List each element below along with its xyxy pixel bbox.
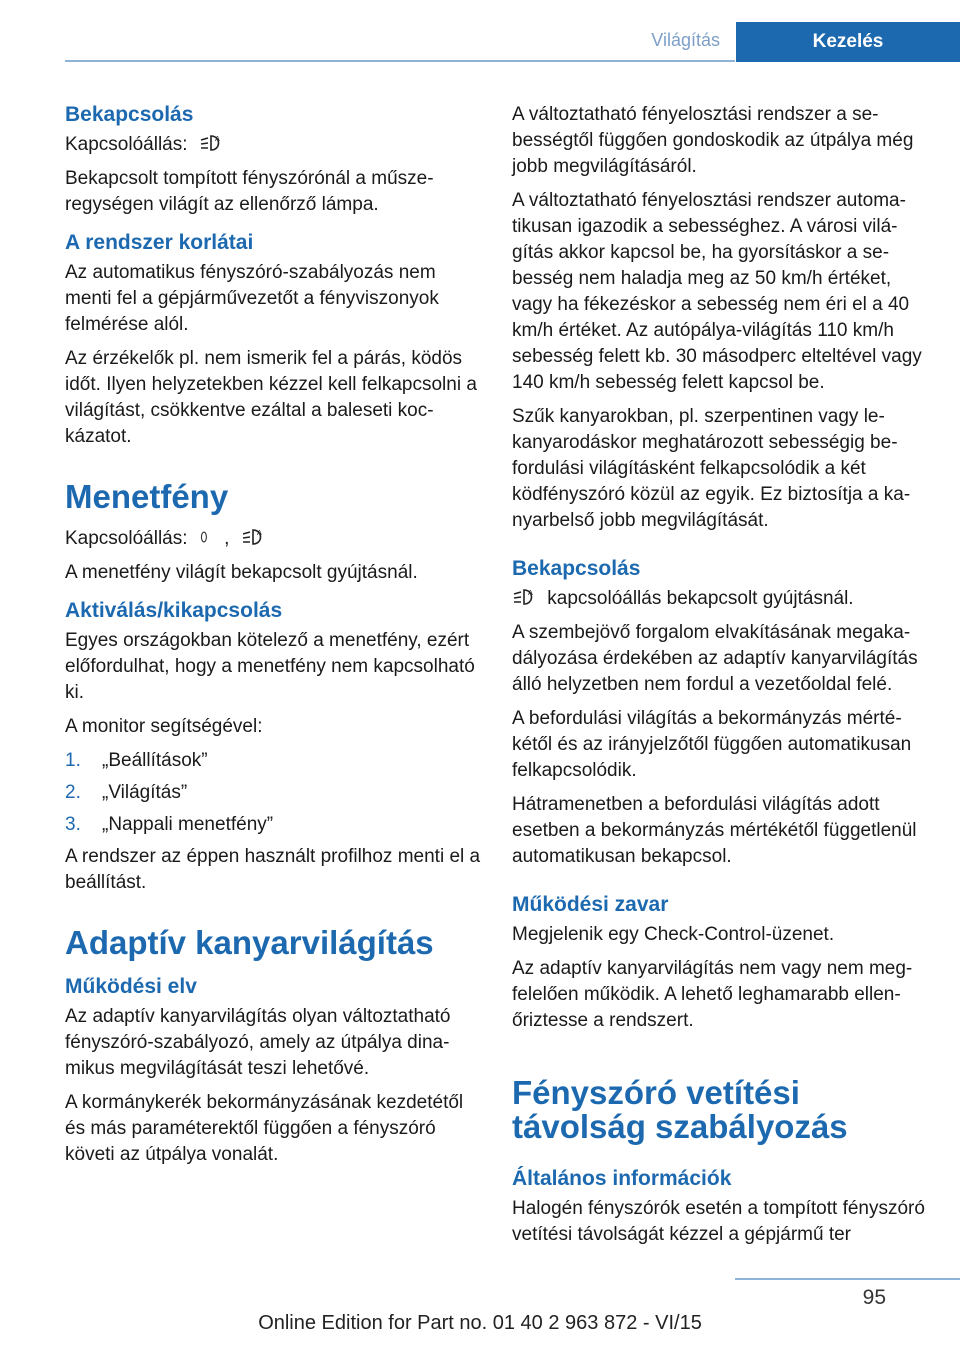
- paragraph: Az adaptív kanyarvilágítás olyan változtatható fényszóró-szabályozó, amely az útpálya dinamikus megvilágítását teszi lehetővé.: [65, 1006, 451, 1079]
- paragraph: Egyes országokban kötelező a menetfény, ezért előfordulhat, hogy a menetfény nem kapcsolható ki.: [65, 630, 475, 703]
- paragraph: A kormánykerék bekormányzásának kezdetétől és más paraméterektől függően a fényszóró követi az útpálya vonalát.: [65, 1092, 464, 1165]
- left-column: [65, 102, 483, 1176]
- paragraph: Megjelenik egy Check-Control-üzenet.: [512, 924, 835, 945]
- switch-position-line: Kapcsolóállás: A: [65, 132, 483, 158]
- list-item: 3. „Nappali menetfény”: [65, 814, 274, 835]
- switch-position-line: Kapcsolóállás: , A: [65, 526, 483, 552]
- paragraph: Az érzékelők pl. nem ismerik fel a párás, ködös időt. Ilyen helyzetekben kézzel kell felkapcsolni a világítást, csökkentve ezáltal a baleseti kockázatot.: [65, 348, 477, 447]
- paragraph: A menetfény világít bekapcsolt gyújtásnál.: [65, 562, 418, 583]
- auto-headlight-icon: [512, 586, 538, 608]
- paragraph: A változtatható fényelosztási rendszer a sebességtől függően gondoskodik az útpálya még jobb megvilágításáról.: [512, 104, 914, 177]
- right-column: [512, 102, 930, 1256]
- paragraph: Hátramenetben a befordulási világítás adott esetben a bekormányzás mértékétől függetlenül automatikusan bekapcsol.: [512, 794, 917, 867]
- zero-position-icon: [199, 526, 215, 548]
- paragraph: Bekapcsolt tompított fényszórónál a műszeregységen világít az ellenőrző lámpa.: [65, 168, 434, 215]
- paragraph: Az adaptív kanyarvilágítás nem vagy nem megfelelően működik. A lehető leghamarabb ellenőriztesse a rendszert.: [512, 958, 913, 1031]
- paragraph: A monitor segítségével:: [65, 716, 263, 737]
- svg-text:A: A: [256, 529, 262, 537]
- list-item: 1. „Beállítások”: [65, 750, 208, 771]
- header-chapter-tab: Kezelés: [736, 22, 960, 62]
- paragraph: A szembejövő forgalom elvakításának megakadályozása érdekében az adaptív kanyarvilágítás álló helyzetben nem fordul a vezetőoldal felé.: [512, 622, 918, 695]
- heading-bekapcsolas-right: Bekapcsolás: [512, 557, 641, 580]
- header-section-title: Világítás: [651, 30, 720, 50]
- heading-vetitesi-tavolsag: Fényszóró vetítési távolság szabályozás: [512, 1074, 848, 1145]
- header-rule: [65, 60, 735, 62]
- heading-altalanos-informaciok: Általános információk: [512, 1167, 732, 1190]
- heading-bekapcsolas: Bekapcsolás: [65, 103, 194, 126]
- steps-list: [65, 748, 483, 838]
- paragraph: A rendszer az éppen használt profilhoz menti el a beállítást.: [65, 846, 481, 893]
- svg-text:A: A: [528, 589, 533, 597]
- switch-position-line: A kapcsolóállás bekapcsolt gyújtásnál.: [512, 586, 930, 612]
- page-header: [0, 22, 960, 62]
- heading-korlatai: A rendszer korlátai: [65, 231, 254, 254]
- auto-headlight-icon: [241, 526, 267, 548]
- heading-aktivalas: Aktiválás/kikapcsolás: [65, 599, 283, 622]
- paragraph: Halogén fényszórók esetén a tompított fényszóró vetítési távolságát kézzel a gépjármű ter: [512, 1198, 925, 1245]
- heading-adaptiv: Adaptív kanyarvilágítás: [65, 924, 434, 961]
- paragraph: Szűk kanyarokban, pl. szerpentinen vagy lekanyarodáskor meghatározott sebességig befordulási világításként felkapcsolódik a két ködfényszóró közül az egyik. Ez biztosítja a kanyarbelső jobb megvilágítását.: [512, 406, 911, 531]
- heading-mukodesi-zavar: Működési zavar: [512, 893, 669, 916]
- list-item: 2. „Világítás”: [65, 782, 188, 803]
- heading-mukodesi-elv: Működési elv: [65, 975, 197, 998]
- page-number: 95: [862, 1286, 886, 1309]
- paragraph: A változtatható fényelosztási rendszer automatikusan igazodik a sebességhez. A városi világítás akkor kapcsol be, ha gyorsításkor a sebesség nem haladja meg az 50 km/h értéket, vagy ha fékezéskor a sebesség nem éri el a 40 km/h értéket. Az autópálya-világítás 110 km/h sebesség felett kb. 30 másodperc elteltével vagy 140 km/h sebesség felett kapcsol be.: [512, 190, 922, 393]
- svg-text:A: A: [214, 135, 220, 143]
- paragraph: A befordulási világítás a bekormányzás mértékétől és az irányjelzőtől függően automatikusan felkapcsolódik.: [512, 708, 912, 781]
- heading-menetfeny: Menetfény: [65, 478, 229, 515]
- footer-edition: Online Edition for Part no. 01 40 2 963 872 - VI/15: [258, 1312, 702, 1334]
- footer-rule: [735, 1278, 960, 1280]
- paragraph: Az automatikus fényszóró-szabályozás nem menti fel a gépjárművezetőt a fényviszonyok felmérése alól.: [65, 262, 439, 335]
- auto-headlight-icon: [199, 132, 225, 154]
